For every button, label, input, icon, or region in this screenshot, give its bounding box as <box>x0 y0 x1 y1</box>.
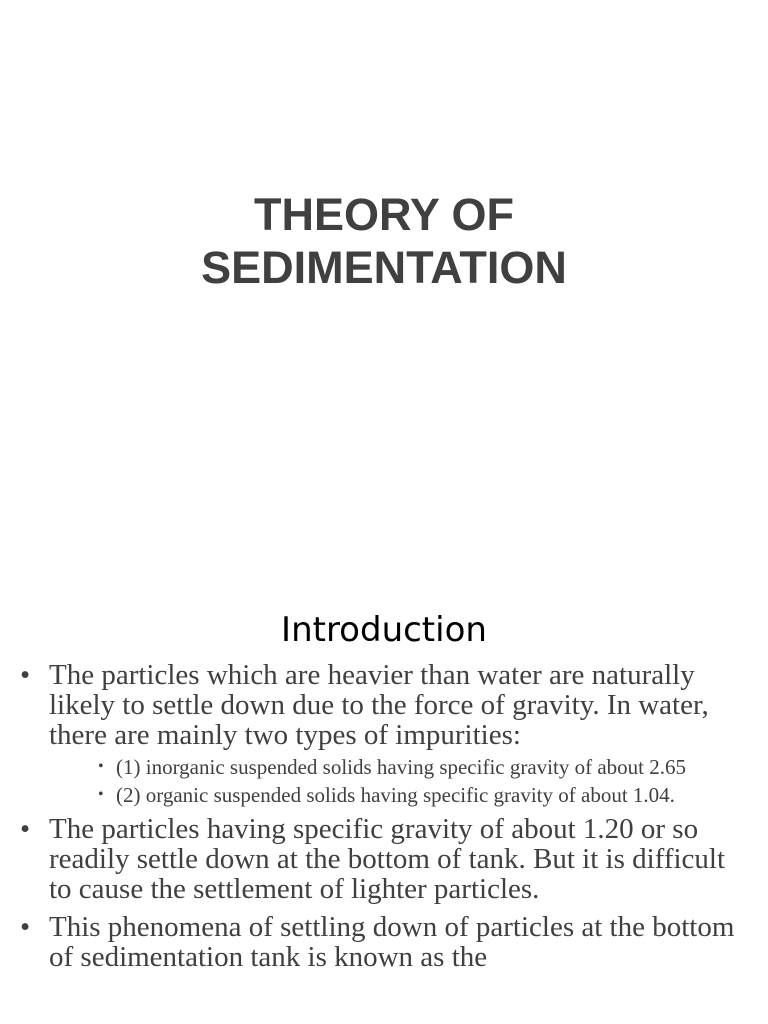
bullet-item <box>0 912 768 972</box>
sub-bullet-list <box>49 756 750 806</box>
bullet-text: The particles which are heavier than water are naturally likely to settle down due to the force of gravity. In water, there are mainly two types of impurities: <box>49 659 709 751</box>
bullet-dot-icon: • <box>98 758 104 775</box>
sub-bullet-item <box>0 784 750 806</box>
introduction-slide <box>0 576 768 1024</box>
bullet-dot-icon: • <box>98 786 104 803</box>
bullet-list <box>0 660 768 980</box>
bullet-dot-icon: • <box>20 813 31 845</box>
slide-title <box>0 188 768 294</box>
bullet-dot-icon: • <box>20 659 31 691</box>
bullet-text: This phenomena of settling down of particles at the bottom of sedimentation tank is known as the <box>49 911 735 973</box>
bullet-dot-icon: • <box>20 911 31 943</box>
introduction-heading: Introduction <box>281 610 487 650</box>
slide-title-line-1: THEORY OF <box>253 189 515 240</box>
sub-bullet-text: (2) organic suspended solids having specific gravity of about 1.04. <box>116 783 675 807</box>
sub-bullet-item <box>0 756 750 778</box>
bullet-text: The particles having specific gravity of about 1.20 or so readily settle down at the bottom of tank. But it is difficult to cause the settlement of lighter particles. <box>49 813 726 905</box>
slide-title-line-2: SEDIMENTATION <box>201 242 567 293</box>
bullet-item <box>0 814 768 904</box>
bullet-item <box>0 660 768 806</box>
sub-bullet-text: (1) inorganic suspended solids having specific gravity of about 2.65 <box>116 755 686 779</box>
